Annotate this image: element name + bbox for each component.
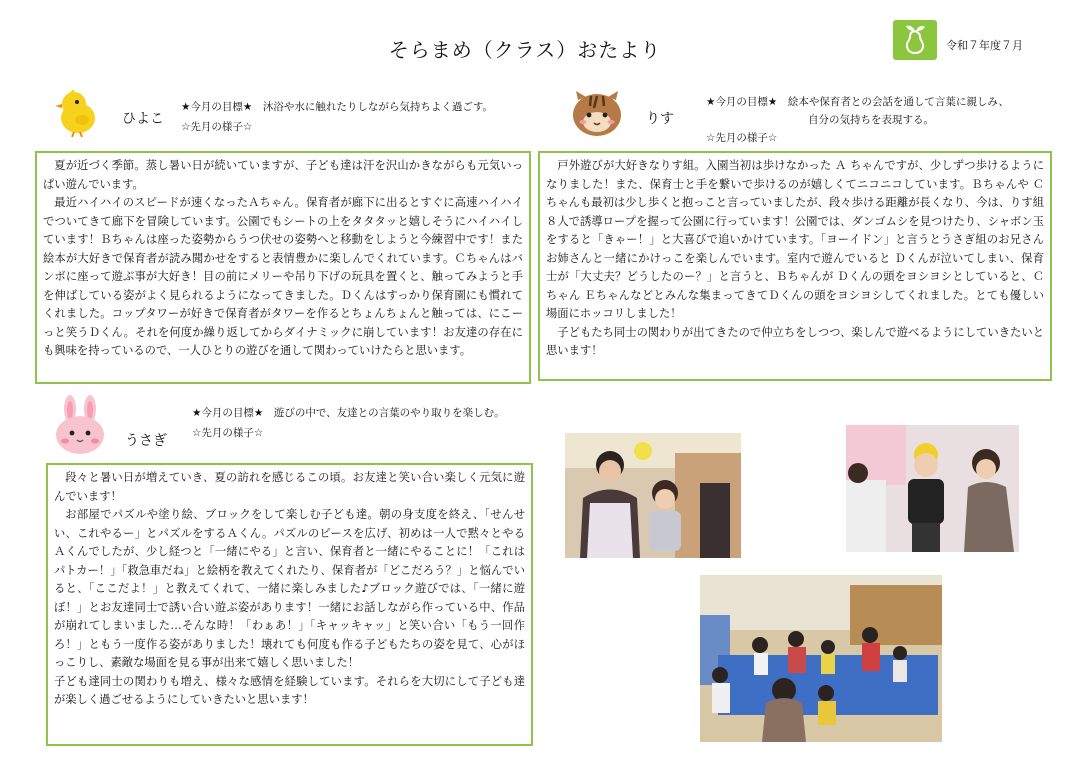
usagi-monthly-goal: ★今月の目標★ 遊びの中で、友達との言葉のやり取りを楽しむ。 (192, 407, 505, 419)
hiyoko-paragraph-2: 最近ハイハイのスピードが速くなったＡちゃん。保育者が廊下に出るとすぐに高速ハイハイでついてきて廊下を冒険しています。公園でもシートの上をタタタッと嬉しそうにハイハイしています！Ｂちゃんは座った姿勢からうつ伏せの姿勢へと移動をしようと今練習中です！また絵本が大好きで保育者が読み聞かせをすると表情豊かに楽しんでくれています。Ｃちゃんはバンボに座って遊ぶ事が大好き！目の前にメリーや吊り下げの玩具を置くと、触ってみようと手を伸ばしている姿がよく見られるようになってきました。Ｄくんはすっかり保育園にも慣れてくれました。コップタワーが好きで保育者がタワーを作るとちょんちょんと触っては、にこーっと笑うＤくん。それを何度か繰り返してからダイナミックに崩しています！お友達の存在にも興味を持っているので、一人ひとりの遊びを通して関わっていけたらと思います。 (43, 196, 523, 357)
risu-last-month-heading: ☆先月の様子☆ (706, 132, 778, 144)
risu-monthly-goal-line2: 自分の気持ちを表現する。 (808, 114, 934, 126)
hiyoko-report-box (35, 151, 531, 384)
photo-child-with-crown (846, 425, 1019, 552)
chick-icon (52, 88, 100, 138)
hiyoko-paragraph-1: 夏が近づく季節。蒸し暑い日が続いていますが、子ども達は汗を沢山かきながらも元気いっぱい遊んでいます。 (43, 159, 523, 191)
risu-monthly-goal: ★今月の目標★ 絵本や保育者との会話を通して言葉に親しみ、 (706, 96, 1009, 108)
hiyoko-monthly-goal: ★今月の目標★ 沐浴や水に触れたりしながら気持ちよく過ごす。 (181, 101, 493, 113)
photo-group-play-room (700, 575, 942, 742)
squirrel-icon (570, 88, 624, 138)
risu-report-box (538, 151, 1052, 381)
class-name-usagi: うさぎ (125, 433, 167, 449)
usagi-last-month-heading: ☆先月の様子☆ (192, 427, 264, 439)
bean-logo-icon (893, 20, 937, 60)
risu-paragraph-2: 子どもたち同士の関わりが出てきたので仲立ちをしつつ、楽しんで遊べるようにしていきたいと思います！ (546, 325, 1044, 357)
hiyoko-last-month-heading: ☆先月の様子☆ (181, 121, 253, 133)
usagi-paragraph-2: お部屋でパズルや塗り絵、ブロックをして楽しむ子ども達。朝の身支度を終え、「せんせい、これやるー」とパズルをするＡくん。パズルのピースを広げ、初めは一人で黙々とやるＡくんでしたが、少し経つと「一緒にやる」と言い、保育者と一緒にやることに！「これはパトカー！」「救急車だね」と絵柄を教えてくれたり、保育者が「どこだろう？」と悩んでいると、「ここだよ！」と教えてくれて、一緒に楽しみました♪ブロック遊びでは、「一緒に遊ぼ！」とお友達同士で誘い合い遊ぶ姿があります！一緒にお話しながら作っている中、作品が崩れてしまいました…そんな時！「わぁあ！」「キャッキャッ」と笑い合い「もう一回作ろ！」ともう一度作る姿がありました！壊れても何度も作る子どもたちの姿を見て、心がほっこりし、素敵な場面を見る事が出来て嬉しく思いました！ (54, 508, 525, 669)
class-name-risu: りす (646, 111, 674, 127)
photo-caregiver-with-child (565, 433, 741, 558)
class-name-hiyoko: ひよこ (122, 111, 164, 127)
usagi-report-box (46, 463, 533, 746)
page-title: そらまめ（クラス）おたより (388, 38, 662, 62)
risu-paragraph-1: 戸外遊びが大好きなりす組。入園当初は歩けなかった Ａ ちゃんですが、少しずつ歩けるようになりました！また、保育士と手を繋いで歩けるのが嬉しくてニコニコしています。Ｂちゃんや Ｃ ちゃんも最初は少し歩くと抱っこと言っていましたが、段々歩ける距離が長くなり、今は、りす組８人で誘導ロープを握って公園に行っています！公園では、ダンゴムシを見つけたり、シャボン玉をすると「きゃー！」と大喜びで追いかけています。「ヨーイドン」と言うとうさぎ組のお兄さんお姉さんと一緒にかけっこを楽しんでいます。室内で遊んでいると Ｄくんが泣いてしまい、保育士が「大丈夫？どうしたのー？」と言うと、Ｂちゃんが Ｄくんの頭をヨシヨシとしていると、Ｃちゃん Ｅちゃんなどとみんな集まってきてＤくんの頭をヨシヨシしてくれました。とても優しい場面にホッコリしました！ (546, 159, 1044, 320)
usagi-paragraph-3: 子ども達同士の関わりも増え、様々な感情を経験しています。それらを大切にして子ども達が楽しく過ごせるようにしていきたいと思います！ (54, 674, 525, 706)
usagi-paragraph-1: 段々と暑い日が増えていき、夏の訪れを感じるこの頃。お友達と笑い合い楽しく元気に遊んでいます！ (54, 471, 525, 503)
rabbit-icon (50, 395, 110, 457)
issue-date: 令和７年度７月 (946, 39, 1023, 52)
